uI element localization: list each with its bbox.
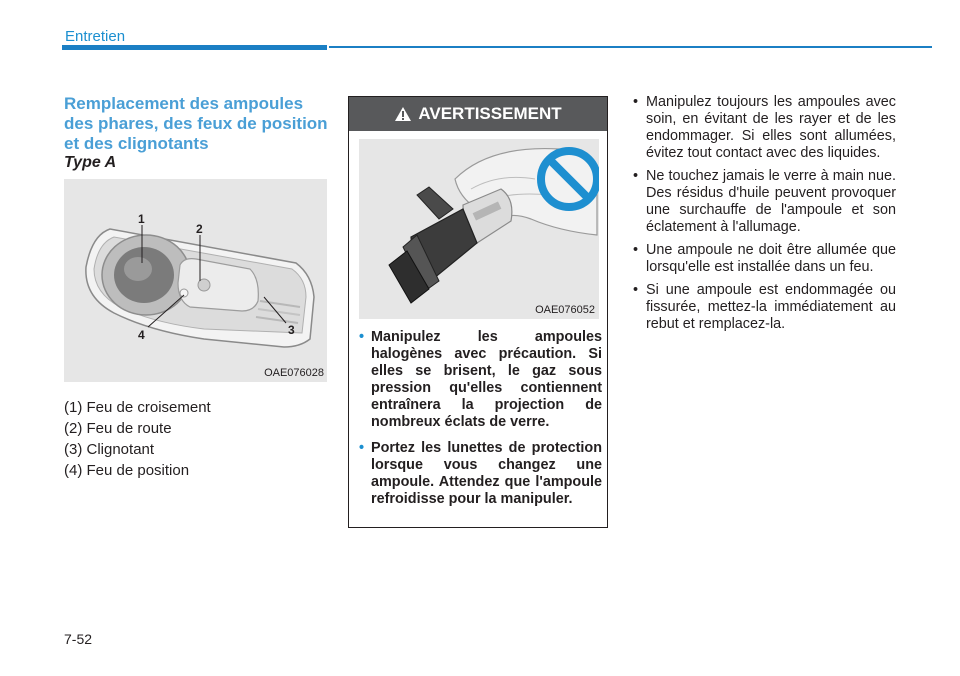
figure-code: OAE076052	[535, 304, 595, 316]
callout-4: 4	[138, 328, 145, 342]
type-label: Type A	[64, 154, 117, 171]
callout-1: 1	[138, 212, 145, 226]
header-rule-thin	[329, 46, 932, 48]
instructions-list	[632, 94, 896, 339]
legend-item: (1) Feu de croisement	[64, 399, 211, 416]
legend-list	[64, 397, 211, 481]
bulb-handling-illustration	[359, 139, 599, 319]
instruction-item: • Ne touchez jamais le verre à main nue. Des résidus d'huile peuvent provoquer une surchauffe de l'ampoule et son éclatement à l'allumage.	[632, 168, 896, 236]
headlamp-figure	[64, 179, 327, 382]
warning-title: AVERTISSEMENT	[418, 104, 562, 123]
bulb-handling-figure	[359, 139, 599, 319]
callout-3: 3	[288, 323, 295, 337]
legend-item: (4) Feu de position	[64, 462, 190, 479]
warning-box	[348, 96, 608, 528]
instruction-item: • Une ampoule ne doit être allumée que lorsqu'elle est installée dans un feu.	[632, 242, 896, 276]
figure-code: OAE076028	[264, 367, 324, 379]
instruction-item: • Manipulez toujours les ampoules avec soin, en évitant de les rayer et de les endommager. Si elles sont allumées, évitez tout contact avec des liquides.	[632, 94, 896, 162]
header-rule-thick	[62, 45, 327, 50]
warning-item: • Manipulez les ampoules halogènes avec précaution. Si elles se brisent, le gaz sous pression qu'elles contiennent entraînera la projection de nombreux éclats de verre.	[359, 329, 602, 431]
legend-item: (3) Clignotant	[64, 441, 155, 458]
callout-2: 2	[196, 222, 203, 236]
section-heading: Remplacement des ampoules des phares, des feux de position et des clignotants	[64, 94, 328, 153]
warning-triangle-icon	[394, 106, 412, 122]
warning-item: • Portez les lunettes de protection lorsque vous changez une ampoule. Attendez que l'ampoule refroidisse pour la manipuler.	[359, 440, 602, 508]
warning-list	[359, 329, 602, 517]
headlamp-illustration	[64, 179, 327, 382]
legend-item: (2) Feu de route	[64, 420, 172, 437]
warning-header	[349, 97, 607, 131]
instruction-item: • Si une ampoule est endommagée ou fissurée, mettez-la immédiatement au rebut et remplacez-la.	[632, 282, 896, 333]
page-number: 7-52	[64, 631, 93, 647]
section-label: Entretien	[65, 28, 126, 45]
